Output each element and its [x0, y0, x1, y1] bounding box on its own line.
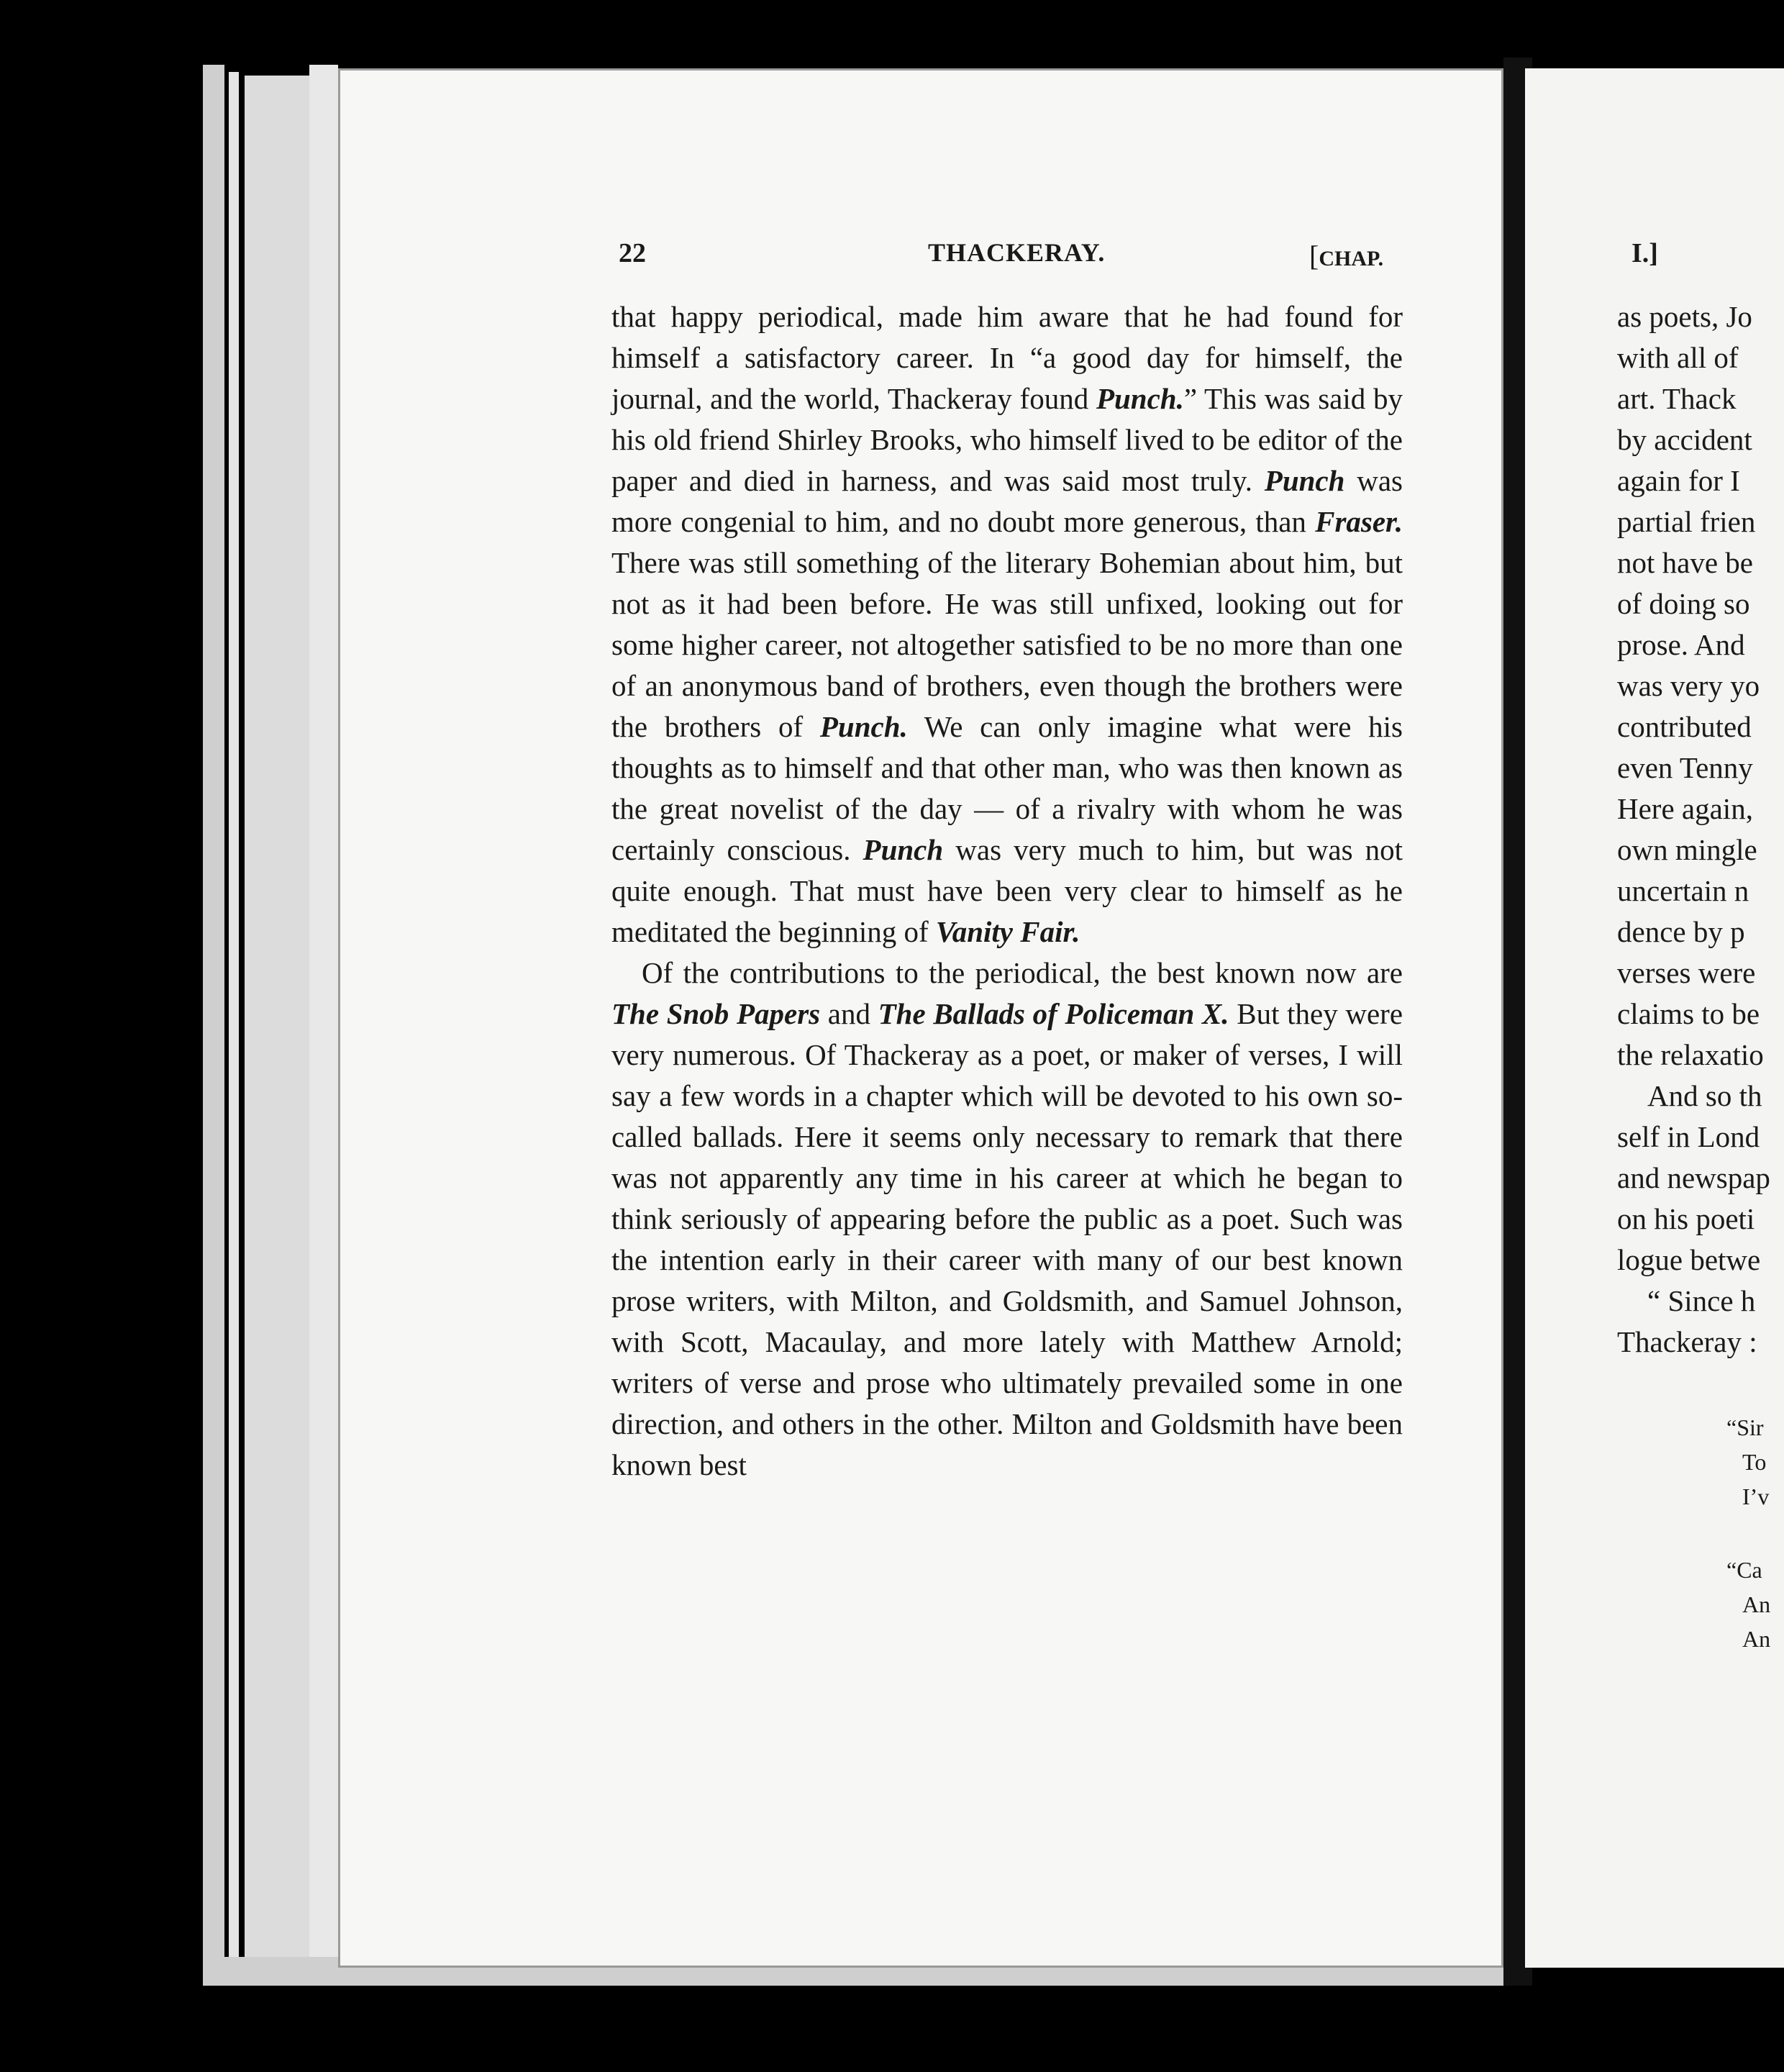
italic-run: Punch [1264, 464, 1345, 497]
right-page-line: uncertain n [1617, 874, 1749, 907]
italic-run: The Ballads of Policeman X. [878, 997, 1229, 1030]
text-run: that happy periodical, made him aware that he had found for himself a satisfactory career. In “a good day for himself, the journal, and the world, Thackeray found [611, 300, 1403, 415]
right-page-line: claims to be [1617, 997, 1760, 1030]
right-page-verse [1726, 1410, 1784, 1656]
running-title: THACKERAY. [928, 238, 1106, 267]
stanza-gap [1726, 1514, 1784, 1553]
right-page-line: with all of [1617, 341, 1739, 374]
right-page-line: And so th [1647, 1079, 1762, 1112]
book-edge [245, 76, 309, 1968]
italic-run: Fraser. [1315, 505, 1403, 538]
right-page-line: verses were [1617, 956, 1756, 989]
right-page-line: dence by p [1617, 915, 1745, 948]
text-run: ” This was said by his old friend Shirley Brooks, who himself lived to be editor of the paper and died in harness, and was said most truly. [611, 382, 1403, 497]
verse-line: An [1742, 1591, 1771, 1617]
text-run: We can only imagine what were his thoughts as to himself and that other man, who was then known as the great novelist of the day — of a rivalry with whom he was certainly conscious. [611, 710, 1403, 866]
italic-run: Punch [863, 833, 944, 866]
page-number: 22 [619, 238, 646, 268]
text-run: There was still something of the literary Bohemian about him, but not as it had been before. He was still unfixed, looking out for some higher career, not altogether satisfied to be no more than one of an anonymous band of brothers, even though the brothers were the brothers of [611, 546, 1403, 743]
right-page-line: Here again, [1617, 792, 1753, 825]
right-page-line: even Tenny [1617, 751, 1753, 784]
running-head [619, 237, 1410, 281]
right-page-line: own mingle [1617, 833, 1757, 866]
right-page-line: prose. And [1617, 628, 1745, 661]
text-run: Of the contributions to the periodical, the best known now are [642, 956, 1403, 989]
paragraph [611, 953, 1403, 1486]
italic-run: Punch. [819, 710, 908, 743]
right-page-text [1617, 296, 1784, 1363]
right-page-line: partial frien [1617, 505, 1756, 538]
right-page-line: not have be [1617, 546, 1753, 579]
right-page-line: the relaxatio [1617, 1038, 1764, 1071]
right-page-line: as poets, Jo [1617, 300, 1752, 333]
right-page-line: art. Thack [1617, 382, 1737, 415]
verse-line: “Sir [1726, 1414, 1764, 1440]
right-page-line: of doing so [1617, 587, 1750, 620]
right-page-line: self in Lond [1617, 1120, 1760, 1153]
book-edge [203, 65, 224, 1971]
text-run: and [820, 997, 878, 1030]
right-page-line: contributed [1617, 710, 1752, 743]
chapter-mark: [CHAP. [1309, 240, 1384, 272]
verse-line: To [1742, 1449, 1767, 1475]
book-edge [309, 65, 338, 1978]
body-text [611, 296, 1403, 1486]
right-page-line: by accident [1617, 423, 1752, 456]
verse-line: I’v [1742, 1483, 1770, 1509]
right-chapter-mark: I.] [1631, 238, 1658, 268]
right-page-line: logue betwe [1617, 1243, 1761, 1276]
right-page-line: “ Since h [1647, 1284, 1756, 1317]
text-run: was more congenial to him, and no doubt more generous, than [611, 464, 1403, 538]
right-page-line: and newspap [1617, 1161, 1770, 1194]
paragraph [611, 296, 1403, 953]
italic-run: The Snob Papers [611, 997, 821, 1030]
italic-run: Punch. [1096, 382, 1184, 415]
right-page-line: was very yo [1617, 669, 1760, 702]
verse-line: An [1742, 1626, 1771, 1652]
right-page-line: again for I [1617, 464, 1740, 497]
right-page-line: on his poeti [1617, 1202, 1755, 1235]
verse-line: “Ca [1726, 1557, 1762, 1583]
italic-run: Vanity Fair. [935, 915, 1080, 948]
text-run: was very much to him, but was not quite enough. That must have been very clear to himself as he meditated the beginning of [611, 833, 1403, 948]
text-run: But they were very numerous. Of Thackeray as a poet, or maker of verses, I will say a few words in a chapter which will be devoted to his own so-called ballads. Here it seems only necessary to remark that there was not apparently any time in his career at which he began to think seriously of appearing before the public as a poet. Such was the intention early in their career with many of our best known prose writers, with Milton, and Goldsmith, and Samuel Johnson, with Scott, Macaulay, and more lately with Matthew Arnold; writers of verse and prose who ultimately prevailed some in one direction, and others in the other. Milton and Goldsmith have been known best [611, 997, 1403, 1481]
book-edge [229, 72, 239, 1971]
right-page-line: Thackeray : [1617, 1325, 1757, 1358]
